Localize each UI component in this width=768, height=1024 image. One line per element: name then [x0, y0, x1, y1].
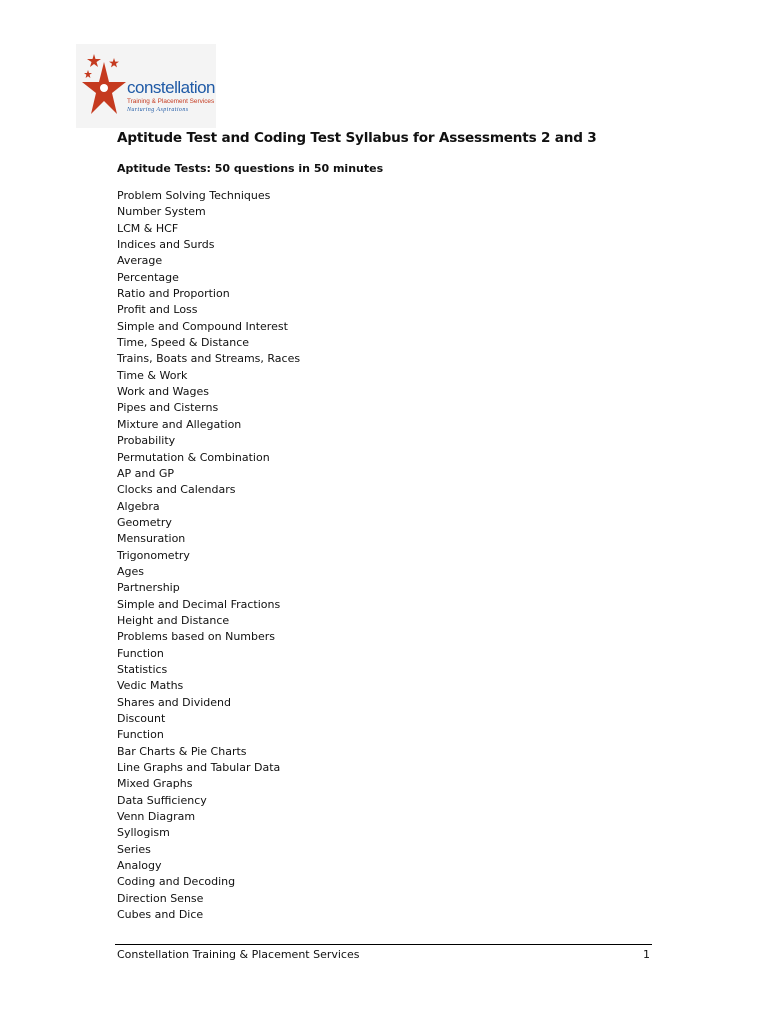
topic-item: Algebra	[117, 499, 160, 513]
logo-subtitle: Training & Placement Services	[127, 98, 215, 105]
topic-item: Probability	[117, 434, 176, 448]
topic-item: Line Graphs and Tabular Data	[117, 761, 281, 775]
topic-item: Percentage	[117, 270, 179, 284]
topic-item: Function	[117, 728, 164, 742]
topic-item: Mixture and Allegation	[117, 417, 242, 431]
star-logo-icon	[80, 52, 130, 126]
topic-item: Time, Speed & Distance	[117, 336, 250, 350]
logo-tagline: Nurturing Aspirations	[127, 107, 189, 113]
logo-name: constellation	[127, 78, 216, 97]
page-number: 1	[643, 948, 650, 961]
topic-item: Number System	[117, 205, 206, 219]
topic-item: Bar Charts & Pie Charts	[117, 744, 247, 758]
topic-item: Profit and Loss	[117, 303, 198, 317]
topic-item: Shares and Dividend	[117, 695, 231, 709]
topic-item: Indices and Surds	[117, 238, 215, 252]
topic-item: Coding and Decoding	[117, 875, 236, 889]
topic-item: Average	[117, 254, 163, 268]
topic-item: Partnership	[117, 581, 180, 595]
topic-item: Time & Work	[117, 368, 188, 382]
topic-item: Statistics	[117, 662, 168, 676]
topic-item: AP and GP	[117, 466, 175, 480]
topic-item: Cubes and Dice	[117, 908, 204, 922]
topic-item: Venn Diagram	[117, 810, 196, 824]
topic-item: Pipes and Cisterns	[117, 401, 219, 415]
topic-item: Geometry	[117, 515, 172, 529]
topic-item: Problem Solving Techniques	[117, 189, 271, 202]
topic-item: Ratio and Proportion	[117, 287, 230, 301]
footer-text: Constellation Training & Placement Services	[117, 948, 360, 961]
topic-item: Analogy	[117, 859, 162, 873]
section-heading: Aptitude Tests: 50 questions in 50 minutes	[117, 162, 384, 175]
topic-item: Direction Sense	[117, 891, 204, 905]
topic-item: Mensuration	[117, 532, 186, 546]
topic-item: Mixed Graphs	[117, 777, 193, 791]
topic-item: Work and Wages	[117, 385, 209, 399]
topic-item: Clocks and Calendars	[117, 483, 236, 497]
topic-item: Discount	[117, 712, 166, 725]
topic-item: Permutation & Combination	[117, 450, 270, 464]
topic-item: Syllogism	[117, 826, 170, 840]
topic-item: Simple and Compound Interest	[117, 319, 288, 333]
topic-item: Data Sufficiency	[117, 793, 207, 807]
topic-item: Height and Distance	[117, 613, 230, 627]
topic-item: Problems based on Numbers	[117, 630, 276, 644]
company-logo	[76, 44, 216, 128]
topic-list	[117, 188, 300, 923]
topic-item: Function	[117, 646, 164, 660]
topic-item: Series	[117, 842, 151, 856]
topic-item: Trigonometry	[117, 548, 190, 562]
topic-item: Ages	[117, 564, 145, 578]
topic-item: Vedic Maths	[117, 679, 184, 693]
footer-divider	[115, 944, 652, 945]
topic-item: Simple and Decimal Fractions	[117, 597, 281, 611]
topic-item: LCM & HCF	[117, 221, 179, 235]
topic-item: Trains, Boats and Streams, Races	[117, 352, 301, 366]
document-title: Aptitude Test and Coding Test Syllabus for Assessments 2 and 3	[117, 130, 597, 146]
